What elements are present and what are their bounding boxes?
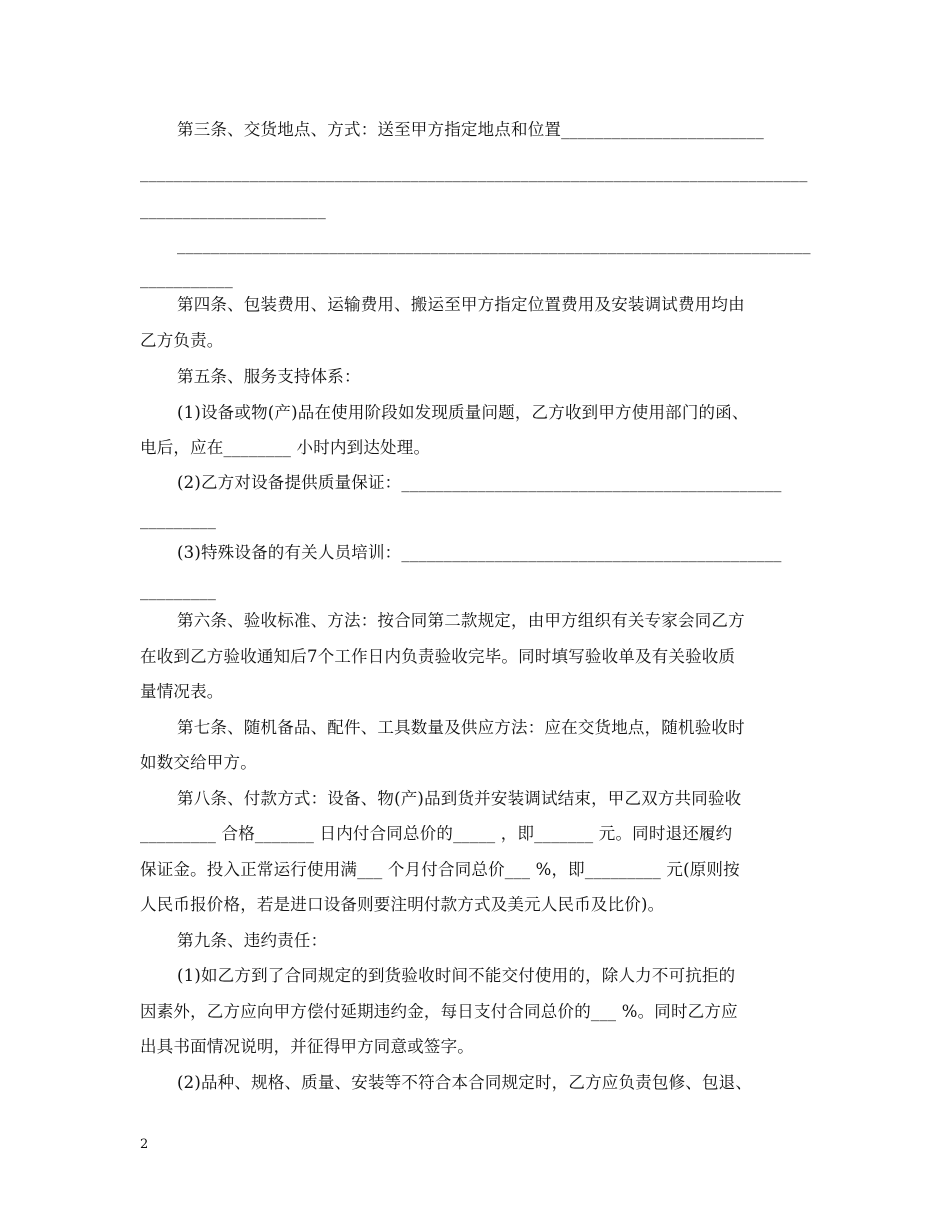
clause-3-line-4: ___________________________________________________________________________ <box>177 235 811 254</box>
clause-7-line-1: 第七条、随机备品、配件、工具数量及供应方法：应在交货地点，随机验收时 <box>177 718 745 737</box>
clause-5-item-2-line-1: (2)乙方对设备提供质量保证：_____________________________________________ <box>177 473 782 492</box>
clause-3-line-5: ___________ <box>140 269 233 288</box>
clause-8-line-4: 人民币报价格，若是进口设备则要注明付款方式及美元人民币及比价)。 <box>140 895 665 914</box>
clause-3-line-2: _______________________________________________________________________________ <box>140 163 808 182</box>
clause-4-line-2: 乙方负责。 <box>140 331 224 350</box>
clause-8-line-3: 保证金。投入正常运行使用满___ 个月付合同总价___ %，即_________ 元(原则按 <box>140 860 740 879</box>
page-number: 2 <box>140 1137 149 1152</box>
clause-6-line-3: 量情况表。 <box>140 682 224 701</box>
clause-6-line-1: 第六条、验收标准、方法：按合同第二款规定，由甲方组织有关专家会同乙方 <box>177 611 745 630</box>
clause-5-heading: 第五条、服务支持体系： <box>177 367 361 386</box>
clause-3-line-3: ______________________ <box>140 200 326 219</box>
clause-3-line-1: 第三条、交货地点、方式：送至甲方指定地点和位置________________________ <box>177 120 764 139</box>
clause-9-item-1-line-3: 出具书面情况说明，并征得甲方同意或签字。 <box>140 1037 474 1056</box>
clause-9-heading: 第九条、违约责任： <box>177 931 328 950</box>
clause-4-line-1: 第四条、包装费用、运输费用、搬运至甲方指定位置费用及安装调试费用均由 <box>177 295 745 314</box>
clause-7-line-2: 如数交给甲方。 <box>140 753 257 772</box>
clause-5-item-1-line-2: 电后，应在________ 小时内到达处理。 <box>140 438 431 457</box>
clause-9-item-1-line-2: 因素外，乙方应向甲方偿付延期违约金，每日支付合同总价的___ %。同时乙方应 <box>140 1002 738 1021</box>
clause-8-line-1: 第八条、付款方式：设备、物(产)品到货并安装调试结束，甲乙双方共同验收 <box>177 789 742 808</box>
clause-9-item-1-line-1: (1)如乙方到了合同规定的到货验收时间不能交付使用的，除人力不可抗拒的 <box>177 966 736 985</box>
clause-9-item-2-line-1: (2)品种、规格、质量、安装等不符合本合同规定时，乙方应负责包修、包退、 <box>177 1073 753 1092</box>
clause-5-item-3-line-2: _________ <box>140 581 217 600</box>
clause-5-item-2-line-2: _________ <box>140 510 217 529</box>
clause-8-line-2: _________ 合格_______ 日内付合同总价的_____ ，即_______ 元。同时退还履约 <box>140 824 733 843</box>
clause-5-item-3-line-1: (3)特殊设备的有关人员培训：_____________________________________________ <box>177 543 782 562</box>
clause-5-item-1-line-1: (1)设备或物(产)品在使用阶段如发现质量问题，乙方收到甲方使用部门的函、 <box>177 403 749 422</box>
clause-6-line-2: 在收到乙方验收通知后7个工作日内负责验收完毕。同时填写验收单及有关验收质 <box>140 647 736 666</box>
